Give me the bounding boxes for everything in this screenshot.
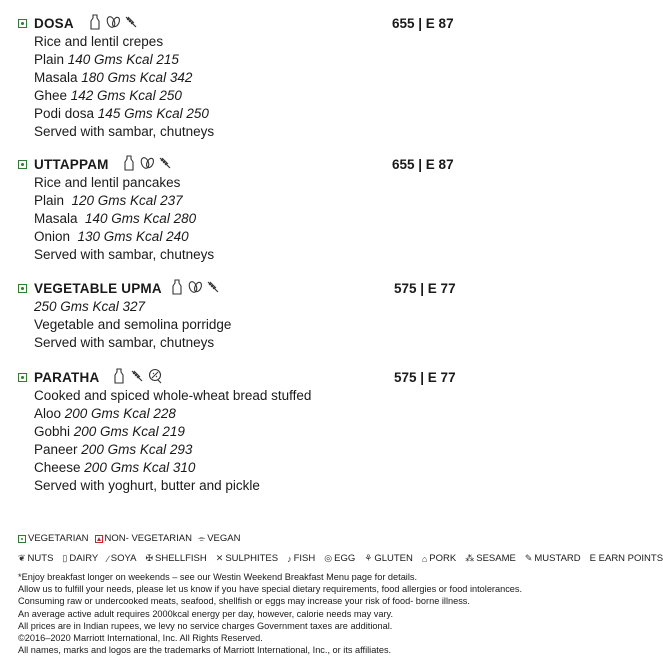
legend-fish: FISH [293,553,316,564]
legend-gluten: GLUTEN [374,553,413,564]
item-name: VEGETABLE UPMA [34,281,162,296]
footer-notes [18,571,522,656]
item-line [34,334,214,352]
line-detail: 200 Gms Kcal 293 [81,442,193,457]
soya-icon: ∕ [107,553,109,564]
legend-pork: PORK [429,553,457,564]
line-text: Podi dosa [34,106,98,121]
mustard-icon [206,279,220,300]
line-detail: 120 Gms Kcal 237 [71,193,183,208]
gluten-icon: ⚘ [364,553,373,563]
line-detail: 142 Gms Kcal 250 [70,88,182,103]
item-line [34,123,214,141]
dairy-icon [122,155,136,176]
note-line: Consuming raw or undercooked meats, seafood, shellfish or eggs may increase your risk of food- borne illness. [18,596,470,607]
item-line [34,441,192,459]
dairy-icon: ▯ [62,553,68,563]
vegan-icon: ⌯ [197,533,206,543]
line-text: Cheese [34,460,85,475]
legend-sulphites: SULPHITES [225,553,279,564]
diet-legend [18,533,240,544]
allergen-icons [88,14,138,35]
vegetarian-icon [18,535,26,543]
note-line: All names, marks and logos are the trademarks of Marriott International, Inc., or its affiliates. [18,645,392,656]
item-line [34,210,196,228]
sulphites-icon: ✕ [215,553,224,563]
line-text: Gobhi [34,424,74,439]
item-price: 655 | E 87 [392,157,454,172]
gluten-icon [148,368,162,389]
legend-earn-points: E EARN POINTS [589,553,663,564]
line-detail: 130 Gms Kcal 240 [77,229,189,244]
item-line [34,105,209,123]
vegetarian-icon [18,160,27,169]
note-line: An average active adult requires 2000kcal energy per day, however, calorie needs may vary. [18,608,394,619]
nuts-icon [106,14,120,35]
legend-egg: EGG [334,553,356,564]
dairy-icon [112,368,126,389]
nuts-icon [140,155,154,176]
legend-soya: SOYA [110,553,137,564]
line-text: Plain [34,193,72,208]
line-text: Vegetable and semolina porridge [34,317,232,332]
allergen-icons [122,155,172,176]
line-detail: 180 Gms Kcal 342 [81,70,193,85]
item-line [34,87,182,105]
line-detail: 200 Gms Kcal 228 [64,406,176,421]
line-text: Paneer [34,442,82,457]
item-name: PARATHA [34,370,100,385]
item-line [34,33,163,51]
sesame-icon: ⁂ [465,553,475,563]
line-detail: 200 Gms Kcal 310 [84,460,196,475]
line-text: Aloo [34,406,65,421]
item-name: DOSA [34,16,74,31]
item-line [34,387,311,405]
dairy-icon [170,279,184,300]
line-text: Rice and lentil pancakes [34,175,181,190]
line-text: Ghee [34,88,71,103]
line-text: Onion [34,229,78,244]
line-text: Served with yoghurt, butter and pickle [34,478,260,493]
line-text: Cooked and spiced whole-wheat bread stuffed [34,388,312,403]
item-line [34,316,231,334]
item-line [34,477,260,495]
item-line [34,174,180,192]
line-text: Served with sambar, chutneys [34,247,215,262]
line-detail: 250 Gms Kcal 327 [34,299,146,314]
line-detail: 145 Gms Kcal 250 [97,106,209,121]
nuts-icon: ❦ [18,553,26,563]
allergen-icons [112,368,162,389]
line-detail: 140 Gms Kcal 280 [85,211,197,226]
item-name: UTTAPPAM [34,157,109,172]
legend-mustard: MUSTARD [534,553,581,564]
note-line: All prices are in Indian rupees, we levy no service charges Government taxes are additional. [18,620,393,631]
legend-vegan: VEGAN [207,533,241,544]
item-line [34,423,185,441]
item-line [34,228,189,246]
line-text: Plain [34,52,68,67]
line-detail: 200 Gms Kcal 219 [73,424,185,439]
item-line [34,69,192,87]
item-price: 655 | E 87 [392,16,454,31]
item-line [34,405,176,423]
legend-shellfish: SHELLFISH [155,553,207,564]
mustard-icon: ✎ [524,553,533,563]
legend-vegetarian: VEGETARIAN [28,533,89,544]
legend-non-vegetarian: NON- VEGETARIAN [104,533,192,544]
non-vegetarian-icon [95,535,103,543]
note-line: Allow us to fulfill your needs, please let us know if you have special dietary requirements, food allergies or food intolerances. [18,584,523,595]
note-line: *Enjoy breakfast longer on weekends – see our Westin Weekend Breakfast Menu page for details. [18,572,418,582]
line-detail: 140 Gms Kcal 215 [67,52,179,67]
line-text: Served with sambar, chutneys [34,124,215,139]
vegetarian-icon [18,284,27,293]
line-text: Masala [34,211,86,226]
item-line [34,246,214,264]
legend-nuts: NUTS [27,553,54,564]
allergen-icons [170,279,220,300]
legend-sesame: SESAME [476,553,516,564]
note-line: ©2016–2020 Marriott International, Inc. All Rights Reserved. [18,633,263,644]
item-price: 575 | E 77 [394,281,456,296]
shellfish-icon: ✠ [145,553,154,563]
line-text: Served with sambar, chutneys [34,335,215,350]
item-line [34,298,145,316]
mustard-icon [158,155,172,176]
vegetarian-icon [18,19,27,28]
dairy-icon [88,14,102,35]
item-price: 575 | E 77 [394,370,456,385]
line-text: Masala [34,70,82,85]
nuts-icon [188,279,202,300]
item-line [34,459,195,477]
legend-dairy: DAIRY [69,553,99,564]
mustard-icon [130,368,144,389]
item-line [34,51,179,69]
item-line [34,192,183,210]
mustard-icon [124,14,138,35]
fish-icon: ♪ [287,553,292,564]
line-text: Rice and lentil crepes [34,34,164,49]
egg-icon: ◎ [324,553,333,563]
allergen-legend [18,553,663,564]
vegetarian-icon [18,373,27,382]
pork-icon: ⌂ [421,553,428,564]
